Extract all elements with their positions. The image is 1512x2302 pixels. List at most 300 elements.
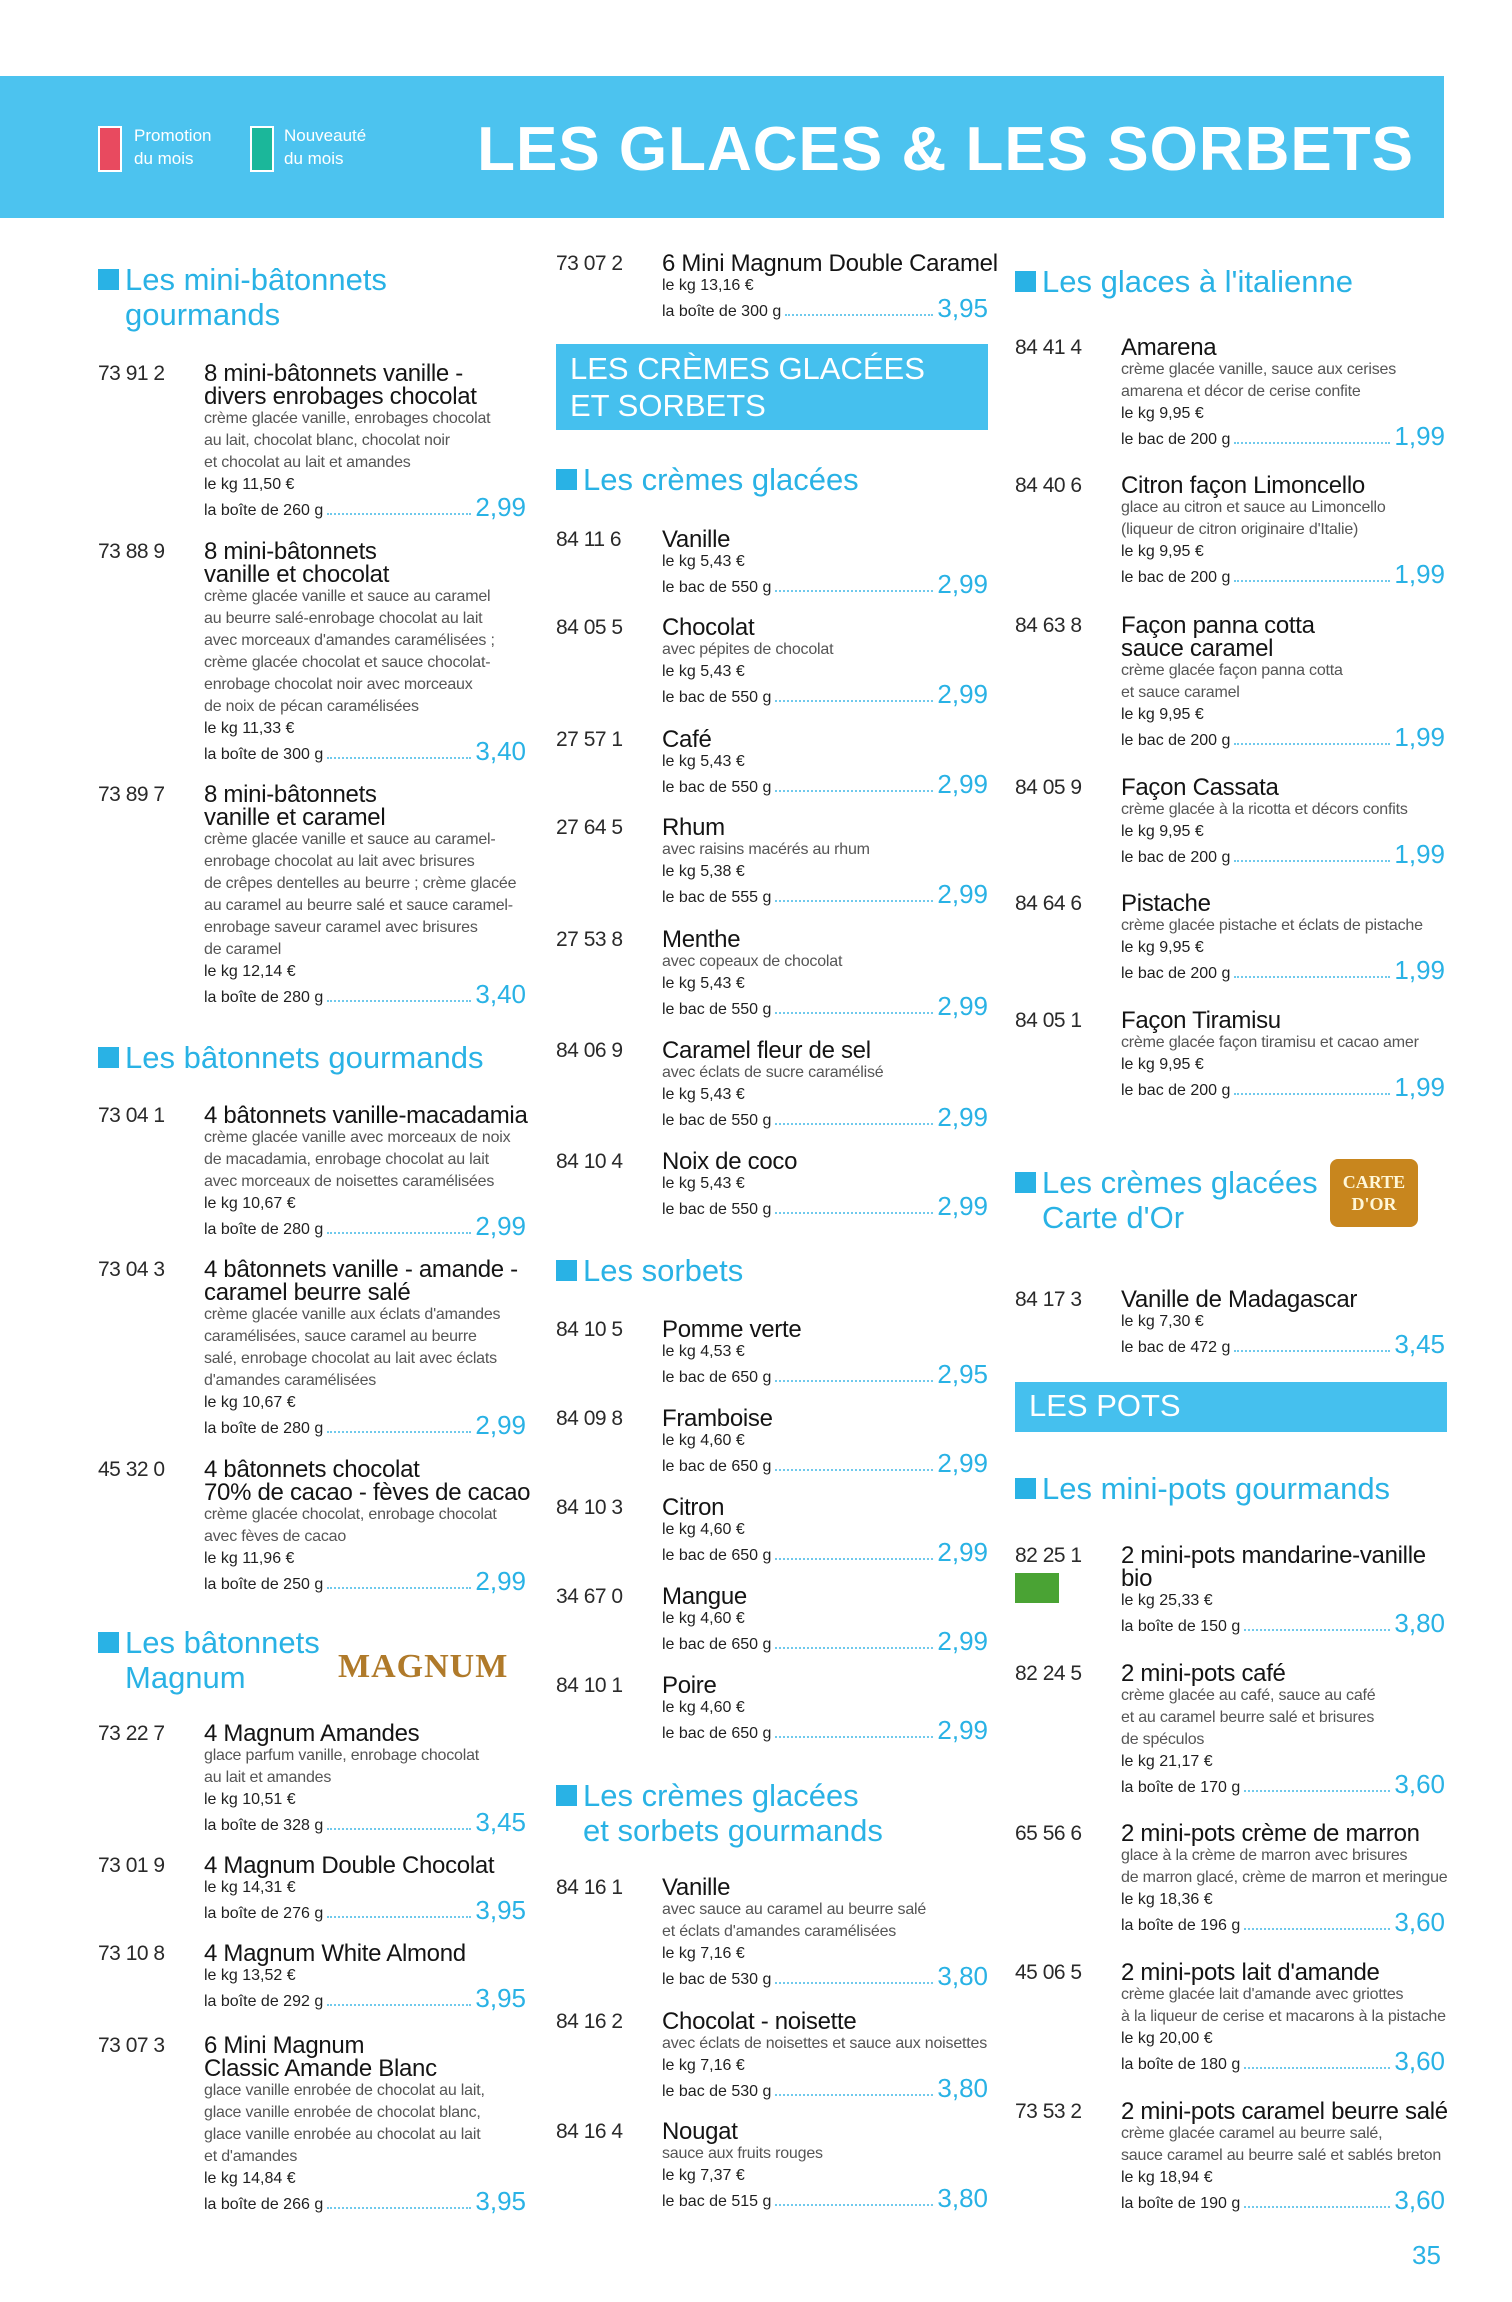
product-code: 45 32 0 xyxy=(98,1458,165,1481)
dotted-leader xyxy=(1244,1928,1390,1930)
package-size: le bac de 650 g xyxy=(662,1369,772,1386)
price-per-kg: le kg 5,38 € xyxy=(662,863,745,880)
price-per-kg: le kg 5,43 € xyxy=(662,1086,745,1103)
section-cremes-sorbets-gourmands: Les crèmes glacées et sorbets gourmands xyxy=(556,1778,883,1848)
package-size: le bac de 550 g xyxy=(662,1201,772,1218)
dotted-leader xyxy=(1244,1790,1390,1792)
package-size: le bac de 650 g xyxy=(662,1725,772,1742)
product-description: sauce caramel au beurre salé et sablés breton xyxy=(1121,2147,1442,2164)
price-row xyxy=(204,1895,526,1925)
product-name: 6 Mini Magnum Double Caramel xyxy=(662,250,998,277)
product-description: avec éclats de sucre caramélisé xyxy=(662,1064,884,1081)
product-name: vanille et caramel xyxy=(204,804,386,831)
product-description: au beurre salé-enrobage chocolat au lait xyxy=(204,610,483,627)
product-name: 2 mini-pots mandarine-vanille xyxy=(1121,1542,1426,1569)
promotion-legend-swatch xyxy=(98,126,122,172)
product-name: Noix de coco xyxy=(662,1148,798,1175)
price-row xyxy=(662,569,988,599)
dotted-leader xyxy=(1244,2206,1390,2208)
price-row xyxy=(662,879,988,909)
product-price: 3,60 xyxy=(1394,2046,1445,2076)
price-row xyxy=(662,293,988,323)
price-per-kg: le kg 9,95 € xyxy=(1121,706,1204,723)
price-row xyxy=(662,991,988,1021)
product-name: Façon Tiramisu xyxy=(1121,1007,1281,1034)
product-code: 73 04 1 xyxy=(98,1104,165,1127)
product-price: 2,99 xyxy=(475,1410,526,1440)
dotted-leader xyxy=(327,1916,471,1918)
product-name: 2 mini-pots lait d'amande xyxy=(1121,1959,1380,1986)
product-description: enrobage saveur caramel avec brisures xyxy=(204,919,478,936)
product-description: crème glacée vanille et sauce au caramel- xyxy=(204,831,496,848)
product-code: 84 05 9 xyxy=(1015,776,1082,799)
product-name: Vanille de Madagascar xyxy=(1121,1286,1358,1313)
nouveaute-legend-swatch xyxy=(250,126,274,172)
product-description: glace au citron et sauce au Limoncello xyxy=(1121,499,1386,516)
product-name: Framboise xyxy=(662,1405,773,1432)
product-name: Menthe xyxy=(662,926,741,953)
product-name: 4 Magnum Double Chocolat xyxy=(204,1852,495,1879)
product-code: 84 63 8 xyxy=(1015,614,1082,637)
price-per-kg: le kg 5,43 € xyxy=(662,663,745,680)
dotted-leader xyxy=(775,900,933,902)
product-description: d'amandes caramélisées xyxy=(204,1372,377,1389)
product-description: de macadamia, enrobage chocolat au lait xyxy=(204,1151,489,1168)
dotted-leader xyxy=(327,1587,471,1589)
dotted-leader xyxy=(327,513,471,515)
dotted-leader xyxy=(775,590,933,592)
package-size: le bac de 472 g xyxy=(1121,1339,1231,1356)
dotted-leader xyxy=(327,2207,471,2209)
dotted-leader xyxy=(775,1647,933,1649)
price-row xyxy=(1121,955,1445,985)
price-row xyxy=(662,1359,988,1389)
dotted-leader xyxy=(1234,580,1390,582)
package-size: la boîte de 280 g xyxy=(204,1420,324,1437)
price-per-kg: le kg 5,43 € xyxy=(662,975,745,992)
product-description: glace vanille enrobée au chocolat au lait xyxy=(204,2126,481,2143)
product-price: 1,99 xyxy=(1394,955,1445,985)
price-row xyxy=(1121,1608,1445,1638)
product-name: vanille et chocolat xyxy=(204,561,390,588)
page-title: LES GLACES & LES SORBETS xyxy=(477,115,1414,184)
package-size: la boîte de 300 g xyxy=(204,746,324,763)
product-code: 84 10 4 xyxy=(556,1150,623,1173)
price-per-kg: le kg 9,95 € xyxy=(1121,939,1204,956)
price-row xyxy=(204,492,526,522)
price-per-kg: le kg 4,60 € xyxy=(662,1610,745,1627)
product-name: Caramel fleur de sel xyxy=(662,1037,871,1064)
product-name: Café xyxy=(662,726,712,753)
product-code: 45 06 5 xyxy=(1015,1961,1082,1984)
product-description: crème glacée à la ricotta et décors confits xyxy=(1121,801,1408,818)
section-batonnets-gourmands: Les bâtonnets gourmands xyxy=(98,1040,483,1075)
page-number: 35 xyxy=(1412,2240,1441,2270)
price-row xyxy=(1121,722,1445,752)
price-row xyxy=(662,769,988,799)
section-square-icon xyxy=(98,1632,119,1653)
product-name: Façon panna cotta xyxy=(1121,612,1315,639)
product-price: 3,80 xyxy=(937,2073,988,2103)
dotted-leader xyxy=(327,1232,471,1234)
dotted-leader xyxy=(775,790,933,792)
product-name: 4 bâtonnets chocolat xyxy=(204,1456,420,1483)
dotted-leader xyxy=(327,2004,471,2006)
price-per-kg: le kg 10,51 € xyxy=(204,1791,296,1808)
carte-dor-logo: CARTE D'OR xyxy=(1330,1159,1418,1227)
product-name: caramel beurre salé xyxy=(204,1279,411,1306)
product-price: 3,45 xyxy=(475,1807,526,1837)
dotted-leader xyxy=(775,1012,933,1014)
product-description: avec raisins macérés au rhum xyxy=(662,841,870,858)
price-per-kg: le kg 4,53 € xyxy=(662,1343,745,1360)
product-description: avec morceaux de noisettes caramélisées xyxy=(204,1173,495,1190)
product-price: 3,40 xyxy=(475,979,526,1009)
dotted-leader xyxy=(775,1982,933,1984)
price-per-kg: le kg 9,95 € xyxy=(1121,823,1204,840)
price-row xyxy=(204,1983,526,2013)
product-price: 3,80 xyxy=(937,1961,988,1991)
product-description: crème glacée lait d'amande avec griottes xyxy=(1121,1986,1404,2003)
product-description: et d'amandes xyxy=(204,2148,298,2165)
dotted-leader xyxy=(785,314,933,316)
product-price: 3,95 xyxy=(475,2186,526,2216)
package-size: la boîte de 300 g xyxy=(662,303,782,320)
product-code: 27 53 8 xyxy=(556,928,623,951)
product-price: 2,99 xyxy=(937,879,988,909)
package-size: la boîte de 276 g xyxy=(204,1905,324,1922)
product-code: 27 57 1 xyxy=(556,728,623,751)
price-per-kg: le kg 5,43 € xyxy=(662,553,745,570)
nouveaute-legend-label: Nouveauté du mois xyxy=(284,126,367,168)
product-code: 84 10 3 xyxy=(556,1496,623,1519)
dotted-leader xyxy=(1244,2067,1390,2069)
product-description: de crêpes dentelles au beurre ; crème glacée xyxy=(204,875,517,892)
price-per-kg: le kg 7,16 € xyxy=(662,2057,745,2074)
price-per-kg: le kg 12,14 € xyxy=(204,963,296,980)
product-code: 73 01 9 xyxy=(98,1854,165,1877)
product-name: 2 mini-pots crème de marron xyxy=(1121,1820,1420,1847)
product-name: Citron xyxy=(662,1494,725,1521)
section-square-icon xyxy=(556,469,577,490)
product-price: 2,99 xyxy=(937,679,988,709)
price-per-kg: le kg 10,67 € xyxy=(204,1394,296,1411)
section-square-icon xyxy=(98,269,119,290)
product-name: Chocolat xyxy=(662,614,755,641)
section-square-icon xyxy=(556,1785,577,1806)
product-name: Façon Cassata xyxy=(1121,774,1279,801)
price-row xyxy=(204,1410,526,1440)
product-code: 27 64 5 xyxy=(556,816,623,839)
package-size: le bac de 555 g xyxy=(662,889,772,906)
price-row xyxy=(662,1102,988,1132)
product-description: de marron glacé, crème de marron et meringue xyxy=(1121,1869,1448,1886)
product-description: de spéculos xyxy=(1121,1731,1205,1748)
package-size: le bac de 550 g xyxy=(662,1112,772,1129)
product-price: 3,60 xyxy=(1394,1907,1445,1937)
product-description: (liqueur de citron originaire d'Italie) xyxy=(1121,521,1359,538)
product-code: 84 09 8 xyxy=(556,1407,623,1430)
product-price: 3,45 xyxy=(1394,1329,1445,1359)
category-pots: LES POTS xyxy=(1015,1382,1447,1432)
product-name: divers enrobages chocolat xyxy=(204,383,477,410)
product-code: 84 64 6 xyxy=(1015,892,1082,915)
product-description: crème glacée façon panna cotta xyxy=(1121,662,1343,679)
product-description: crème glacée pistache et éclats de pistache xyxy=(1121,917,1423,934)
product-price: 3,95 xyxy=(937,293,988,323)
product-description: amarena et décor de cerise confite xyxy=(1121,383,1361,400)
dotted-leader xyxy=(1244,1629,1390,1631)
package-size: le bac de 650 g xyxy=(662,1458,772,1475)
price-row xyxy=(662,2183,988,2213)
price-row xyxy=(204,736,526,766)
product-description: glace à la crème de marron avec brisures xyxy=(1121,1847,1408,1864)
product-code: 84 10 1 xyxy=(556,1674,623,1697)
section-square-icon xyxy=(98,1047,119,1068)
section-batonnets-magnum: Les bâtonnets Magnum xyxy=(98,1625,320,1695)
price-row xyxy=(1121,2185,1445,2215)
dotted-leader xyxy=(1234,743,1390,745)
product-code: 82 24 5 xyxy=(1015,1662,1082,1685)
price-row xyxy=(204,979,526,1009)
product-description: de noix de pécan caramélisées xyxy=(204,698,419,715)
product-description: au caramel au beurre salé et sauce caramel- xyxy=(204,897,513,914)
product-name: 2 mini-pots caramel beurre salé xyxy=(1121,2098,1448,2125)
price-per-kg: le kg 7,16 € xyxy=(662,1945,745,1962)
dotted-leader xyxy=(775,1736,933,1738)
price-per-kg: le kg 11,50 € xyxy=(204,476,295,493)
product-description: glace vanille enrobée de chocolat au lait, xyxy=(204,2082,485,2099)
product-code: 34 67 0 xyxy=(556,1585,623,1608)
product-code: 73 07 2 xyxy=(556,252,623,275)
product-price: 2,99 xyxy=(937,1537,988,1567)
package-size: le bac de 200 g xyxy=(1121,431,1231,448)
price-row xyxy=(662,1448,988,1478)
package-size: le bac de 200 g xyxy=(1121,1082,1231,1099)
price-row xyxy=(1121,2046,1445,2076)
product-description: crème glacée chocolat, enrobage chocolat xyxy=(204,1506,497,1523)
price-row xyxy=(662,1961,988,1991)
package-size: la boîte de 150 g xyxy=(1121,1618,1241,1635)
price-row xyxy=(204,2186,526,2216)
price-per-kg: le kg 18,36 € xyxy=(1121,1891,1213,1908)
price-row xyxy=(662,679,988,709)
price-row xyxy=(662,1191,988,1221)
product-name: Pomme verte xyxy=(662,1316,802,1343)
product-price: 2,99 xyxy=(937,1715,988,1745)
product-description: crème glacée vanille, sauce aux cerises xyxy=(1121,361,1397,378)
product-description: sauce aux fruits rouges xyxy=(662,2145,823,2162)
product-price: 2,99 xyxy=(937,1102,988,1132)
product-price: 2,95 xyxy=(937,1359,988,1389)
product-description: au lait, chocolat blanc, chocolat noir xyxy=(204,432,450,449)
product-description: à la liqueur de cerise et macarons à la pistache xyxy=(1121,2008,1446,2025)
dotted-leader xyxy=(775,1212,933,1214)
section-cremes-glacees: Les crèmes glacées xyxy=(556,462,859,497)
product-price: 2,99 xyxy=(475,1566,526,1596)
package-size: le bac de 650 g xyxy=(662,1547,772,1564)
package-size: le bac de 650 g xyxy=(662,1636,772,1653)
product-description: crème glacée façon tiramisu et cacao amer xyxy=(1121,1034,1419,1051)
package-size: la boîte de 328 g xyxy=(204,1817,324,1834)
product-code: 84 16 4 xyxy=(556,2120,623,2143)
product-code: 84 10 5 xyxy=(556,1318,623,1341)
price-per-kg: le kg 13,52 € xyxy=(204,1967,296,1984)
magnum-logo: MAGNUM xyxy=(338,1648,509,1685)
product-code: 84 16 2 xyxy=(556,2010,623,2033)
product-name: 4 Magnum White Almond xyxy=(204,1940,466,1967)
product-description: crème glacée vanille avec morceaux de noix xyxy=(204,1129,511,1146)
dotted-leader xyxy=(775,2094,933,2096)
product-price: 1,99 xyxy=(1394,722,1445,752)
price-per-kg: le kg 9,95 € xyxy=(1121,405,1204,422)
package-size: le bac de 550 g xyxy=(662,579,772,596)
product-description: et sauce caramel xyxy=(1121,684,1240,701)
product-code: 84 16 1 xyxy=(556,1876,623,1899)
price-row xyxy=(204,1807,526,1837)
product-price: 2,99 xyxy=(937,569,988,599)
product-price: 2,99 xyxy=(937,991,988,1021)
product-code: 73 53 2 xyxy=(1015,2100,1082,2123)
dotted-leader xyxy=(327,1828,471,1830)
product-name: 8 mini-bâtonnets vanille - xyxy=(204,360,464,387)
price-row xyxy=(662,1626,988,1656)
product-name: Nougat xyxy=(662,2118,738,2145)
price-row xyxy=(204,1566,526,1596)
product-name: 8 mini-bâtonnets xyxy=(204,781,377,808)
price-per-kg: le kg 9,95 € xyxy=(1121,1056,1204,1073)
price-per-kg: le kg 10,67 € xyxy=(204,1195,296,1212)
product-description: crème glacée caramel au beurre salé, xyxy=(1121,2125,1383,2142)
product-description: glace vanille enrobée de chocolat blanc, xyxy=(204,2104,481,2121)
package-size: la boîte de 170 g xyxy=(1121,1779,1241,1796)
price-row xyxy=(662,1715,988,1745)
product-price: 3,80 xyxy=(937,2183,988,2213)
section-sorbets: Les sorbets xyxy=(556,1253,743,1288)
price-row xyxy=(1121,839,1445,869)
product-code: 73 04 3 xyxy=(98,1258,165,1281)
product-code: 84 05 1 xyxy=(1015,1009,1082,1032)
product-code: 84 05 5 xyxy=(556,616,623,639)
section-square-icon xyxy=(556,1260,577,1281)
product-name: 2 mini-pots café xyxy=(1121,1660,1286,1687)
package-size: le bac de 200 g xyxy=(1121,965,1231,982)
package-size: la boîte de 180 g xyxy=(1121,2056,1241,2073)
dotted-leader xyxy=(1234,442,1390,444)
dotted-leader xyxy=(775,1469,933,1471)
product-description: enrobage chocolat au lait avec brisures xyxy=(204,853,475,870)
dotted-leader xyxy=(775,2204,933,2206)
product-name: Citron façon Limoncello xyxy=(1121,472,1365,499)
price-per-kg: le kg 21,17 € xyxy=(1121,1753,1213,1770)
bio-label-icon xyxy=(1015,1573,1059,1603)
dotted-leader xyxy=(1234,976,1390,978)
product-code: 82 25 1 xyxy=(1015,1544,1082,1567)
section-mini-pots-gourmands: Les mini-pots gourmands xyxy=(1015,1471,1390,1506)
section-square-icon xyxy=(1015,1478,1036,1499)
product-description: avec morceaux d'amandes caramélisées ; xyxy=(204,632,495,649)
product-description: salé, enrobage chocolat au lait avec éclats xyxy=(204,1350,497,1367)
price-row xyxy=(662,1537,988,1567)
package-size: la boîte de 292 g xyxy=(204,1993,324,2010)
price-row xyxy=(662,2073,988,2103)
package-size: le bac de 530 g xyxy=(662,1971,772,1988)
dotted-leader xyxy=(327,1431,471,1433)
price-per-kg: le kg 9,95 € xyxy=(1121,543,1204,560)
price-row xyxy=(204,1211,526,1241)
product-code: 73 89 7 xyxy=(98,783,165,806)
product-code: 84 17 3 xyxy=(1015,1288,1082,1311)
product-code: 65 56 6 xyxy=(1015,1822,1082,1845)
product-price: 1,99 xyxy=(1394,421,1445,451)
product-description: et chocolat au lait et amandes xyxy=(204,454,411,471)
price-row xyxy=(1121,559,1445,589)
product-name: Poire xyxy=(662,1672,717,1699)
section-square-icon xyxy=(1015,1172,1036,1193)
price-per-kg: le kg 20,00 € xyxy=(1121,2030,1213,2047)
package-size: le bac de 530 g xyxy=(662,2083,772,2100)
price-per-kg: le kg 5,43 € xyxy=(662,1175,745,1192)
product-code: 73 07 3 xyxy=(98,2034,165,2057)
price-row xyxy=(1121,421,1445,451)
product-description: au lait et amandes xyxy=(204,1769,332,1786)
product-name: sauce caramel xyxy=(1121,635,1274,662)
product-price: 2,99 xyxy=(937,769,988,799)
package-size: la boîte de 260 g xyxy=(204,502,324,519)
product-price: 2,99 xyxy=(937,1626,988,1656)
product-name: Vanille xyxy=(662,1874,731,1901)
product-name: Amarena xyxy=(1121,334,1217,361)
package-size: le bac de 200 g xyxy=(1121,732,1231,749)
price-row xyxy=(1121,1769,1445,1799)
product-description: avec copeaux de chocolat xyxy=(662,953,843,970)
package-size: la boîte de 280 g xyxy=(204,1221,324,1238)
product-price: 1,99 xyxy=(1394,1072,1445,1102)
product-name: 6 Mini Magnum xyxy=(204,2032,365,2059)
category-cremes-glacees-sorbets: LES CRÈMES GLACÉES ET SORBETS xyxy=(556,344,988,430)
product-description: avec fèves de cacao xyxy=(204,1528,347,1545)
price-per-kg: le kg 13,16 € xyxy=(662,277,754,294)
dotted-leader xyxy=(775,1123,933,1125)
product-description: crème glacée vanille aux éclats d'amandes xyxy=(204,1306,501,1323)
product-price: 2,99 xyxy=(937,1191,988,1221)
product-description: avec pépites de chocolat xyxy=(662,641,834,658)
product-name: Classic Amande Blanc xyxy=(204,2055,437,2082)
price-per-kg: le kg 7,37 € xyxy=(662,2167,745,2184)
price-row xyxy=(1121,1072,1445,1102)
product-price: 3,40 xyxy=(475,736,526,766)
package-size: le bac de 550 g xyxy=(662,689,772,706)
product-description: crème glacée vanille, enrobages chocolat xyxy=(204,410,491,427)
section-carte-dor: Les crèmes glacées Carte d'Or xyxy=(1015,1165,1318,1235)
product-name: 4 Magnum Amandes xyxy=(204,1720,420,1747)
price-per-kg: le kg 14,84 € xyxy=(204,2170,296,2187)
promotion-legend-label: Promotion du mois xyxy=(134,126,212,168)
product-description: crème glacée vanille et sauce au caramel xyxy=(204,588,491,605)
product-price: 3,95 xyxy=(475,1895,526,1925)
product-name: Chocolat - noisette xyxy=(662,2008,857,2035)
price-per-kg: le kg 11,33 € xyxy=(204,720,295,737)
product-description: caramélisées, sauce caramel au beurre xyxy=(204,1328,477,1345)
package-size: la boîte de 190 g xyxy=(1121,2195,1241,2212)
product-description: enrobage chocolat noir avec morceaux xyxy=(204,676,473,693)
dotted-leader xyxy=(775,700,933,702)
product-name: 70% de cacao - fèves de cacao xyxy=(204,1479,531,1506)
price-per-kg: le kg 25,33 € xyxy=(1121,1592,1213,1609)
product-price: 2,99 xyxy=(937,1448,988,1478)
package-size: le bac de 550 g xyxy=(662,1001,772,1018)
product-price: 3,60 xyxy=(1394,1769,1445,1799)
